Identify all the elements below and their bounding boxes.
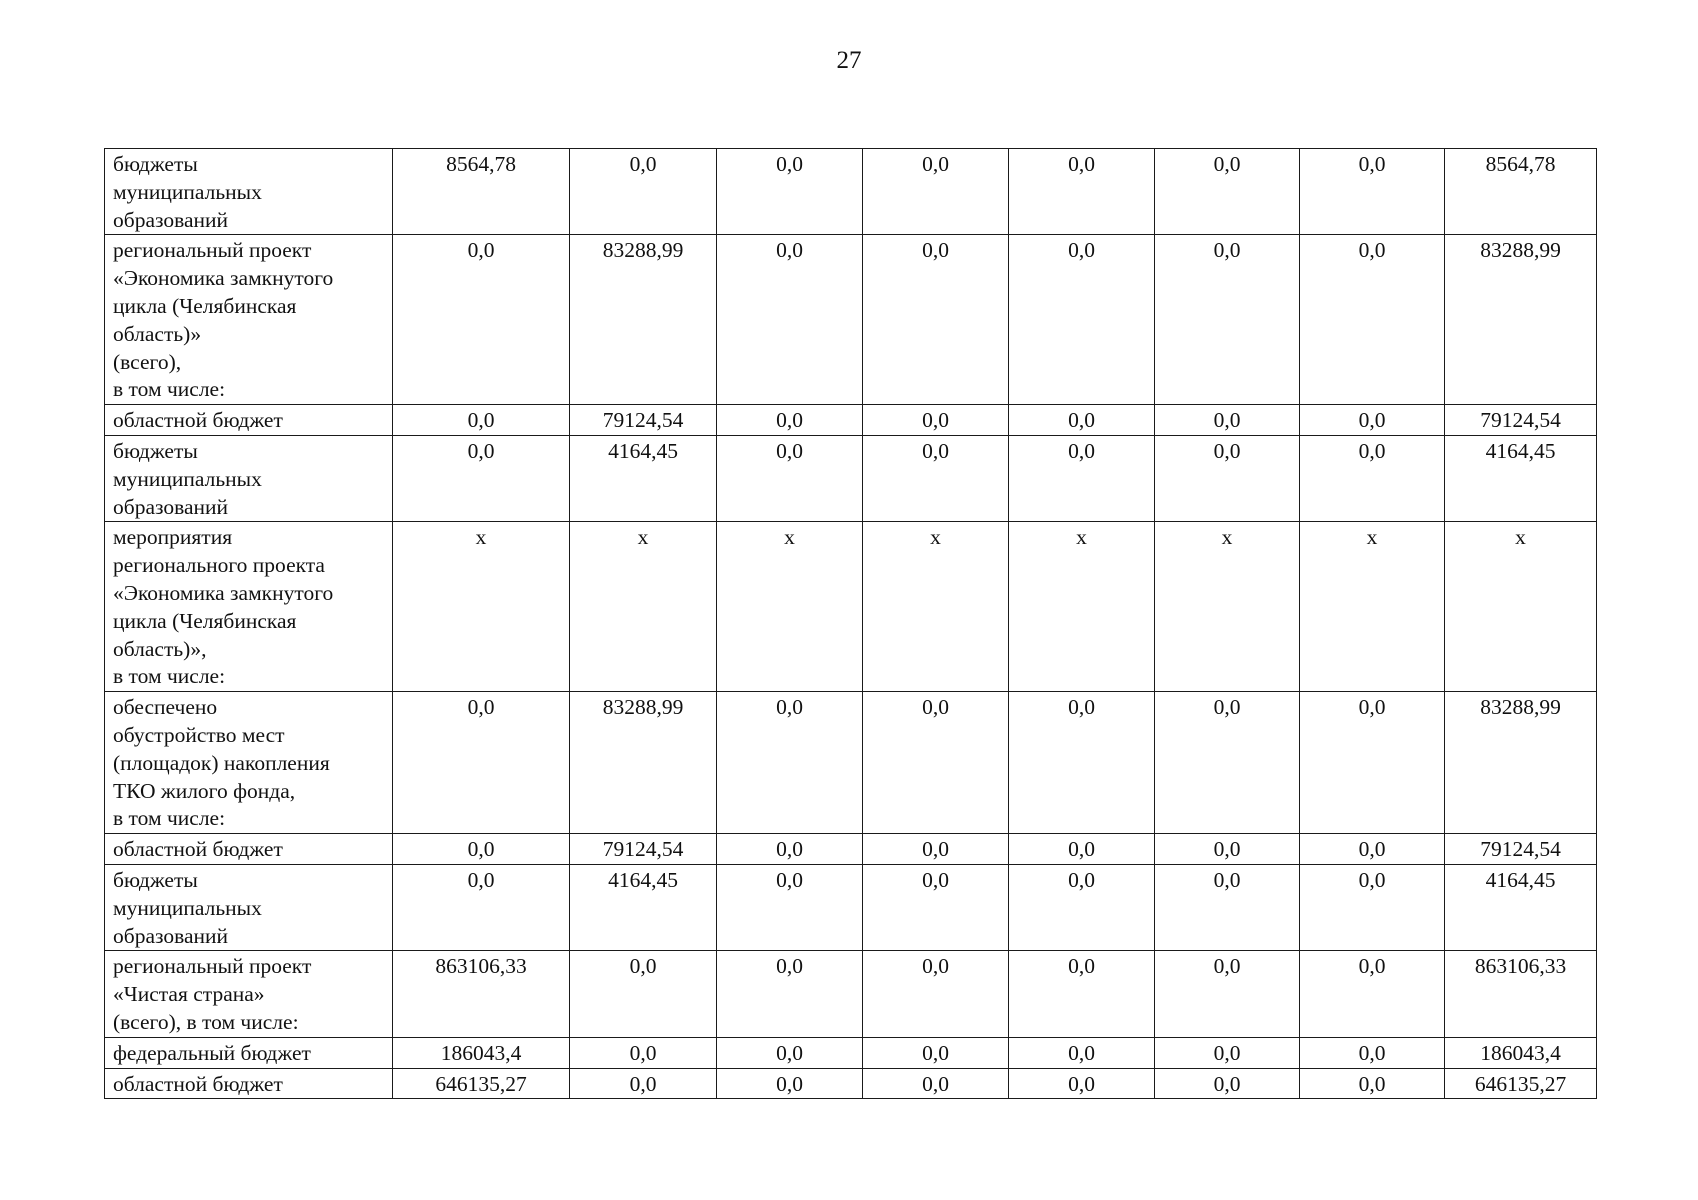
value-cell: 0,0 [1155, 864, 1300, 950]
total-cell: 8564,78 [1445, 149, 1597, 235]
value-cell: 0,0 [1009, 235, 1155, 405]
value-cell: 0,0 [1155, 235, 1300, 405]
value-cell: 83288,99 [570, 235, 717, 405]
value-cell: 0,0 [717, 864, 863, 950]
value-cell: x [393, 522, 570, 692]
value-cell: 0,0 [1300, 834, 1445, 865]
total-cell: 79124,54 [1445, 834, 1597, 865]
total-cell: 79124,54 [1445, 405, 1597, 436]
table-row [105, 1037, 1597, 1068]
value-cell: 0,0 [1300, 692, 1445, 834]
page-number: 27 [836, 47, 862, 74]
value-cell: 0,0 [1300, 1037, 1445, 1068]
row-label: бюджеты муниципальных образований [105, 435, 393, 521]
table-row [105, 692, 1597, 834]
value-cell: 0,0 [717, 405, 863, 436]
value-cell: 0,0 [863, 951, 1009, 1037]
table-row [105, 522, 1597, 692]
total-cell: 83288,99 [1445, 235, 1597, 405]
value-cell: 0,0 [393, 864, 570, 950]
value-cell: 4164,45 [570, 864, 717, 950]
value-cell: 0,0 [717, 435, 863, 521]
value-cell: 0,0 [863, 435, 1009, 521]
value-cell: 0,0 [570, 1068, 717, 1099]
value-cell: x [1155, 522, 1300, 692]
value-cell: 0,0 [570, 951, 717, 1037]
value-cell: 0,0 [1155, 692, 1300, 834]
row-label: областной бюджет [105, 405, 393, 436]
value-cell: 0,0 [570, 149, 717, 235]
budget-table [104, 148, 1597, 1099]
value-cell: 0,0 [1300, 405, 1445, 436]
value-cell: 0,0 [1155, 405, 1300, 436]
value-cell: x [1300, 522, 1445, 692]
value-cell: 0,0 [1155, 951, 1300, 1037]
value-cell: 0,0 [1300, 951, 1445, 1037]
value-cell: 0,0 [570, 1037, 717, 1068]
value-cell: x [863, 522, 1009, 692]
value-cell: 0,0 [863, 864, 1009, 950]
table-body [105, 149, 1597, 1099]
value-cell: 0,0 [1009, 1037, 1155, 1068]
value-cell: 0,0 [1009, 834, 1155, 865]
table-row [105, 951, 1597, 1037]
value-cell: 0,0 [717, 1037, 863, 1068]
value-cell: 0,0 [1300, 435, 1445, 521]
row-label: мероприятия регионального проекта «Экономика замкнутого цикла (Челябинская область)», в том числе: [105, 522, 393, 692]
row-label: областной бюджет [105, 834, 393, 865]
value-cell: 0,0 [863, 235, 1009, 405]
table-row [105, 864, 1597, 950]
row-label: региональный проект «Экономика замкнутого цикла (Челябинская область)» (всего), в том числе: [105, 235, 393, 405]
table-row [105, 435, 1597, 521]
value-cell: 0,0 [393, 834, 570, 865]
value-cell: 0,0 [1155, 834, 1300, 865]
value-cell: 0,0 [393, 235, 570, 405]
total-cell: x [1445, 522, 1597, 692]
row-label: обеспечено обустройство мест (площадок) накопления ТКО жилого фонда, в том числе: [105, 692, 393, 834]
table-row [105, 405, 1597, 436]
value-cell: 0,0 [717, 834, 863, 865]
value-cell: 0,0 [863, 834, 1009, 865]
value-cell: 0,0 [863, 1068, 1009, 1099]
value-cell: 0,0 [717, 149, 863, 235]
value-cell: x [717, 522, 863, 692]
value-cell: 0,0 [1300, 149, 1445, 235]
row-label: федеральный бюджет [105, 1037, 393, 1068]
value-cell: 0,0 [863, 692, 1009, 834]
value-cell: 79124,54 [570, 834, 717, 865]
value-cell: x [570, 522, 717, 692]
value-cell: x [1009, 522, 1155, 692]
table-row [105, 149, 1597, 235]
value-cell: 0,0 [393, 435, 570, 521]
total-cell: 83288,99 [1445, 692, 1597, 834]
total-cell: 4164,45 [1445, 435, 1597, 521]
value-cell: 186043,4 [393, 1037, 570, 1068]
value-cell: 0,0 [863, 1037, 1009, 1068]
value-cell: 0,0 [1300, 235, 1445, 405]
value-cell: 0,0 [863, 149, 1009, 235]
value-cell: 0,0 [1009, 149, 1155, 235]
row-label: областной бюджет [105, 1068, 393, 1099]
value-cell: 0,0 [1155, 435, 1300, 521]
value-cell: 0,0 [1009, 692, 1155, 834]
value-cell: 0,0 [1009, 864, 1155, 950]
value-cell: 4164,45 [570, 435, 717, 521]
total-cell: 186043,4 [1445, 1037, 1597, 1068]
value-cell: 0,0 [1155, 149, 1300, 235]
value-cell: 0,0 [1155, 1037, 1300, 1068]
table-row [105, 1068, 1597, 1099]
value-cell: 0,0 [1300, 1068, 1445, 1099]
value-cell: 0,0 [393, 692, 570, 834]
row-label: бюджеты муниципальных образований [105, 149, 393, 235]
value-cell: 0,0 [1155, 1068, 1300, 1099]
value-cell: 0,0 [717, 235, 863, 405]
value-cell: 0,0 [717, 951, 863, 1037]
total-cell: 4164,45 [1445, 864, 1597, 950]
value-cell: 0,0 [1009, 951, 1155, 1037]
value-cell: 646135,27 [393, 1068, 570, 1099]
row-label: региональный проект «Чистая страна» (всего), в том числе: [105, 951, 393, 1037]
value-cell: 0,0 [717, 1068, 863, 1099]
value-cell: 83288,99 [570, 692, 717, 834]
table-row [105, 235, 1597, 405]
value-cell: 0,0 [1300, 864, 1445, 950]
row-label: бюджеты муниципальных образований [105, 864, 393, 950]
value-cell: 0,0 [1009, 435, 1155, 521]
value-cell: 79124,54 [570, 405, 717, 436]
value-cell: 0,0 [717, 692, 863, 834]
value-cell: 0,0 [393, 405, 570, 436]
total-cell: 863106,33 [1445, 951, 1597, 1037]
value-cell: 0,0 [1009, 405, 1155, 436]
value-cell: 0,0 [1009, 1068, 1155, 1099]
table-row [105, 834, 1597, 865]
value-cell: 0,0 [863, 405, 1009, 436]
value-cell: 863106,33 [393, 951, 570, 1037]
total-cell: 646135,27 [1445, 1068, 1597, 1099]
value-cell: 8564,78 [393, 149, 570, 235]
